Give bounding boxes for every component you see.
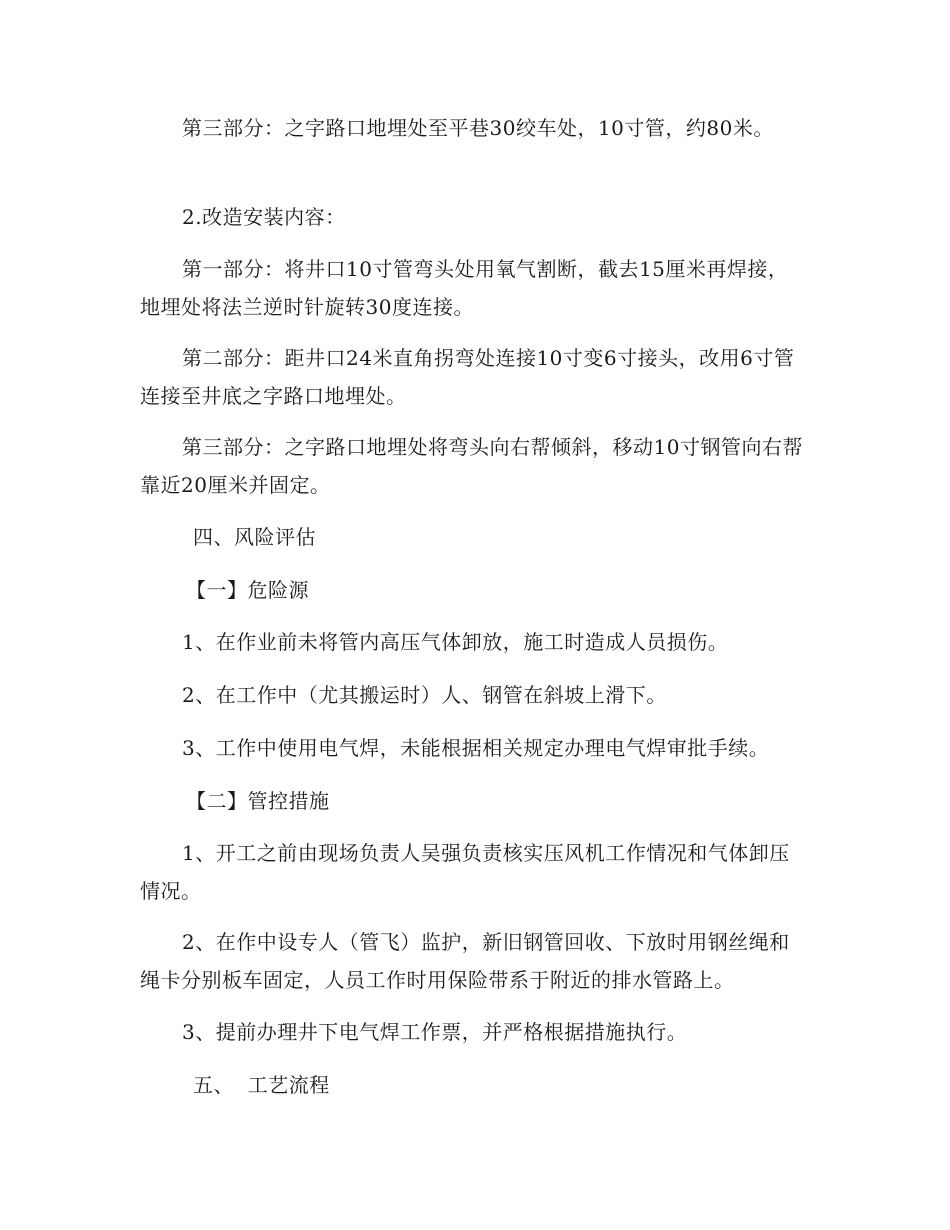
paragraph-part3-install: 第三部分：之字路口地埋处将弯头向右帮倾斜，移动10寸钢管向右帮靠近20厘米并固定。 — [140, 435, 803, 497]
hazard-item-3: 3、工作中使用电气焊，未能根据相关规定办理电气焊审批手续。 — [182, 736, 770, 760]
paragraph-install-heading: 2.改造安装内容： — [182, 205, 346, 229]
hazard-item-1: 1、在作业前未将管内高压气体卸放，施工时造成人员损伤。 — [182, 630, 729, 654]
paragraph-part2-install: 第二部分：距井口24米直角拐弯处连接10寸变6寸接头，改用6寸管连接至井底之字路口地埋处。 — [140, 346, 795, 408]
paragraph-part3-route: 第三部分：之字路口地埋处至平巷30绞车处，10寸管，约80米。 — [182, 116, 774, 140]
control-item-3: 3、提前办理井下电气焊工作票，并严格根据措施执行。 — [182, 1020, 688, 1044]
paragraph-part1-install: 第一部分：将井口10寸管弯头处用氧气割断，截去15厘米再焊接，地埋处将法兰逆时针旋转30度连接。 — [140, 257, 789, 319]
control-item-2: 2、在作中设专人（管飞）监护，新旧钢管回收、下放时用钢丝绳和绳卡分别板车固定，人员工作时用保险带系于附近的排水管路上。 — [140, 930, 790, 992]
hazard-item-2: 2、在工作中（尤其搬运时）人、钢管在斜坡上滑下。 — [182, 683, 667, 707]
subheading-controls: 【二】管控措施 — [186, 789, 330, 813]
section-heading-risk: 四、风险评估 — [193, 525, 316, 549]
subheading-hazards: 【一】危险源 — [186, 578, 309, 602]
control-item-1: 1、开工之前由现场负责人吴强负责核实压风机工作情况和气体卸压情况。 — [140, 841, 790, 903]
section-heading-process: 五、 工艺流程 — [193, 1073, 330, 1097]
